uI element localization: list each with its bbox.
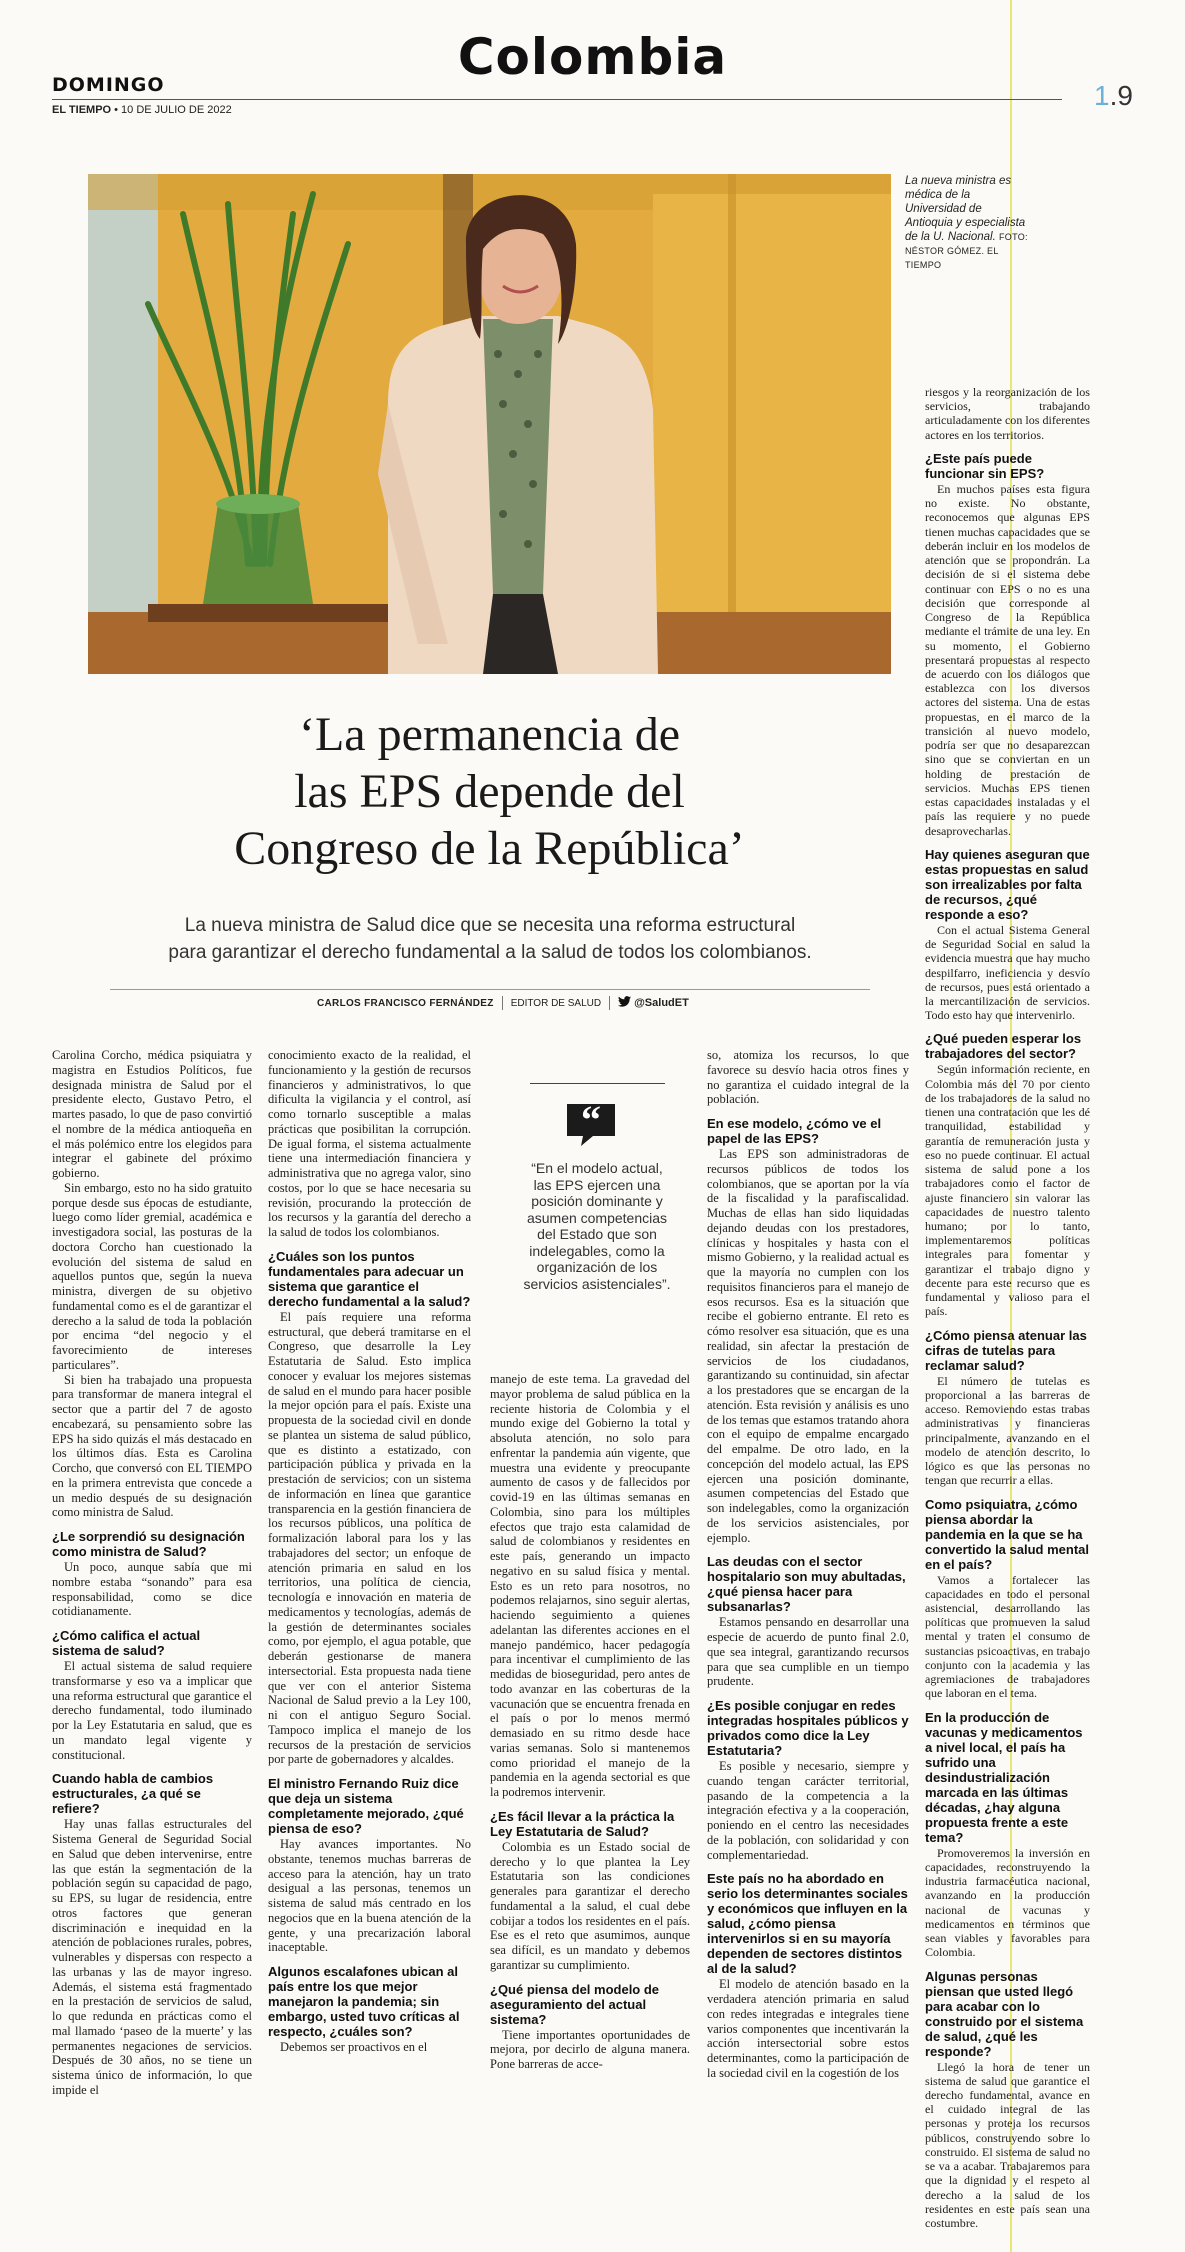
interview-answer: Hay avances importantes. No obstante, tenemos muchas barreras de acceso para la atención, hay un trato desigual a las personas, tenemos un sistema de salud más centrado en los negocios que en la buena atención de la gente, y una precarización laboral inaceptable. (268, 1837, 471, 1955)
headline-line-1: ‘La permanencia de (298, 708, 681, 761)
page-number-first: 1 (1094, 80, 1110, 111)
masthead-rule (52, 99, 1062, 100)
interview-answer: Tiene importantes oportunidades de mejora, por decirlo de alguna manera. Pone barreras de acce- (490, 2027, 690, 2071)
interview-question: ¿Qué piensa del modelo de aseguramiento del actual sistema? (490, 1981, 660, 2027)
page-number (1094, 80, 1133, 112)
pullquote-rule (530, 1083, 665, 1084)
minister-portrait-illustration (88, 174, 891, 674)
twitter-handle: @SaludET (634, 997, 689, 1009)
byline-separator (609, 996, 610, 1010)
interview-answer: En muchos países esta figura no existe. No obstante, reconocemos que algunas EPS tienen muchas capacidades que se deberán incluir en los modelos de atención que se propondrán. La decisión de si el sistema debe continuar con EPS o no es una decisión que corresponde al Congreso de la República mediante el trámite de una ley. En su momento, el Gobierno presentará propuestas al respecto de acuerdo con los diálogos que establezca con los diversos actores del sistema. Una de estas propuestas, en el marco de la transición al nuevo modelo, podría ser que no desaparezcan sino que se conviertan en un holding de prestación de servicios. Muchas EPS tienen estas capacidades instaladas y el país las requiere y no puede desaprovecharlas. (925, 481, 1090, 838)
photo-caption (905, 174, 1030, 272)
main-photo (88, 174, 891, 674)
day-label: DOMINGO (52, 74, 165, 96)
interview-answer: Debemos ser proactivos en el (280, 2040, 428, 2054)
paper-name: EL TIEMPO (52, 104, 112, 116)
column-3 (490, 1372, 690, 2072)
byline-separator (502, 996, 503, 1010)
article-deck (100, 912, 880, 966)
headline-line-3: Congreso de la República’ (234, 822, 745, 875)
interview-question: Las deudas con el sector hospitalario son muy abultadas, ¿qué piensa hacer para subsanarlas? (707, 1554, 906, 1615)
paragraph: Carolina Corcho, médica psiquiatra y magistra en Estudios Políticos, fue designada ministra de Salud por el presidente electo, Gustavo Petro, el martes pasado, lo que de paso convirtió el nombre de la médica antioqueña en el más polémico entre los elegidos para integrar el gabinete del próximo gobierno. (52, 1048, 252, 1180)
page-number-rest: .9 (1109, 80, 1133, 111)
article-headline (88, 706, 891, 877)
interview-answer: Colombia es un Estado social de derecho y lo que plantea la Ley Estatutaria son las condiciones generales para garantizar el derecho fundamental a la salud, el cual debe cobijar a todos los residentes en el país. Ese es el reto que asumimos, aunque sea difícil, es un mandato y debemos garantizar su cumplimiento. (490, 1839, 690, 1972)
paragraph: riesgos y la reorganización de los servicios, trabajando articuladamente con los diferentes actores en los territorios. (925, 385, 1090, 442)
paragraph: conocimiento exacto de la realidad, el funcionamiento y la gestión de recursos financieros y administrativos, lo que dificulta la vigilancia y el control, así como tornarlo susceptible a malas prácticas que posibilitan la corrupción. De igual forma, el sistema actualmente tiene una intermediación financiera y administrativa que no agrega valor, sino costos, por lo que se hace necesaria su revisión, procurando la protección de los recursos y la garantía del derecho a la salud de todos los colombianos. (268, 1048, 471, 1239)
column-4 (707, 1048, 909, 2081)
interview-question: ¿Cómo piensa atenuar las cifras de tutelas para reclamar salud? (925, 1327, 1087, 1373)
interview-answer: Promoveremos la inversión en capacidades, reconstruyendo la industria farmacéutica nacional, avanzando en la producción nacional de vacunas y medicamentos en términos que sean viables y favorables para Colombia. (925, 1845, 1090, 1960)
interview-answer: Un poco, aunque sabía que mi nombre estaba “sonando” para esa responsabilidad, como se dice cotidianamente. (52, 1560, 252, 1619)
paragraph: manejo de este tema. La gravedad del mayor problema de salud pública en la reciente historia de Colombia y el mundo exige del Gobierno la total y absoluta atención, no solo para enfrentar la pandemia aún vigente, que muestra una evidente y preocupante aumento de casos y de fallecidos por covid-19 en las últimas semanas en Colombia, sino para los múltiples efectos que trajo esta calamidad de salud de colombianos y residentes en este país, generando un impacto negativo en su salud física y mental. Esto es un reto para nosotros, no podemos relajarnos, sino seguir alertas, haciendo seguimiento a quienes adelantan las diferentes acciones en el manejo pandémico, hacer pedagogía para incentivar el cumplimiento de las medidas de bioseguridad, pero antes de todo avanzar en las coberturas de la vacunación que se encuentra frenada en el país o por lo menos mermó demasiado en su ritmo desde hace varias semanas. Solo si mantenemos como prioridad el manejo de la pandemia en la agenda sectorial es que la podremos intervenir. (490, 1372, 690, 1799)
interview-question: Cuando habla de cambios estructurales, ¿a qué se refiere? (52, 1771, 214, 1817)
column-2 (268, 1048, 471, 2055)
section-title: Colombia (457, 28, 728, 86)
interview-question: ¿Es posible conjugar en redes integradas hospitales públicos y privados como dice la Ley Estatutaria? (707, 1698, 909, 1758)
author-role: EDITOR DE SALUD (510, 998, 602, 1009)
interview-question: ¿Qué pueden esperar los trabajadores del sector? (925, 1031, 1082, 1062)
interview-answer: Vamos a fortalecer las capacidades en todo el personal asistencial, desarrollando las políticas que promueven la salud mental y traten el consumo de sustancias psicoactivas, en trabajo conjunto con la academia y las agremiaciones de trabajadores que laboran en el tema. (925, 1572, 1090, 1701)
caption-text: La nueva ministra es médica de la Universidad de Antioquia y especialista de la U. Nacional. (905, 175, 1026, 243)
interview-question: Algunos escalafones ubican al país entre los que mejor manejaron la pandemia; sin embargo, usted tuvo críticas al respecto, ¿cuáles son? (268, 1964, 460, 2039)
dateline (52, 104, 232, 116)
interview-question: El ministro Fernando Ruiz dice que deja un sistema completamente mejorado, ¿qué piensa de eso? (268, 1776, 464, 1836)
twitter-bird-icon (618, 996, 631, 1007)
interview-answer: Estamos pensando en desarrollar una especie de acuerdo de punto final 2.0, que sea integral, garantizando recursos para que sea cumplible en un tiempo prudente. (707, 1615, 909, 1689)
interview-question: ¿Es fácil llevar a la práctica la Ley Estatutaria de Salud? (490, 1808, 675, 1839)
svg-text:“: “ (581, 1100, 601, 1142)
column-1 (52, 1048, 252, 2098)
deck-line-2: para garantizar el derecho fundamental a la salud de todos los colombianos. (168, 942, 812, 963)
interview-answer: El país requiere una reforma estructural, que deberá tramitarse en el Congreso, que desarrolle la Ley Estatutaria de Salud. Esto implica conocer y evaluar los mejores sistemas de salud en el mundo para hacer posible la mejor opción para el país. Existe una propuesta de la sociedad civil en donde se plantea un sistema de salud público, que es distinto a estatizado, con participación pública y privada en la prestación de servicios; con un sistema de información en línea que garantice transparencia en la gestión financiera de los recursos públicos, una política de formalización laboral para los y las trabajadores del sector; un enfoque de atención primaria en salud en los territorios, una política de ciencia, tecnología e innovación en materia de medicamentos y tecnologías, además de la gestión de determinantes sociales como, por ejemplo, el agua potable, que deberán gestionarse de manera intersectorial. Esta propuesta nada tiene que ver con el anterior Sistema Nacional de Salud previo a la Ley 100, ni con el antiguo Seguro Social. Tampoco implica el manejo de los recursos de la prestación de servicios por parte de gobernadores y alcaldes. (268, 1309, 471, 1767)
pullquote-text: “En el modelo actual, las EPS ejercen una posición dominante y asumen competencias del Estado que son indelegables, como la organización de los servicios asistenciales”. (523, 1160, 671, 1292)
interview-question: ¿Le sorprendió su designación como ministra de Salud? (52, 1529, 245, 1559)
author-name: CARLOS FRANCISCO FERNÁNDEZ (317, 998, 494, 1009)
photo-credit: FOTO: NÉSTOR GÓMEZ. EL TIEMPO (905, 232, 1028, 270)
interview-question: Este país no ha abordado en serio los determinantes sociales y económicos que influyen en la salud, ¿cómo piensa intervenirlos si en su mayoría dependen de sectores distintos al de la salud? (707, 1871, 908, 1977)
interview-answer: El modelo de atención basado en la verdadera atención primaria en salud con redes integradas e integrales tiene varios componentes que incentivarán la acción intersectorial sobre estos determinantes, como la participación de la sociedad civil en la cogestión de los (707, 1977, 909, 2080)
byline-rule (110, 989, 870, 990)
interview-question: ¿Este país puede funcionar sin EPS? (925, 450, 1045, 481)
interview-question: Como psiquiatra, ¿cómo piensa abordar la pandemia en la que se ha convertido la salud mental en el país? (925, 1496, 1089, 1572)
column-5 (925, 385, 1090, 2230)
paragraph: Sin embargo, esto no ha sido gratuito porque desde sus épocas de estudiante, luego como líder gremial, académica e investigadora social, las posturas de la doctora Corcho han cuestionado la evolución del sistema de salud en aquellos puntos que, según la nueva ministra, divergen de su objetivo fundamental como es el de garantizar el derecho a la salud de toda la población por encima “del negocio y el favorecimiento de intereses particulares”. (52, 1180, 252, 1372)
paragraph: Si bien ha trabajado una propuesta para transformar de manera integral el sector que a partir del 7 de agosto encabezará, su pensamiento sobre las EPS ha sido quizás el más destacado en los últimos días. Esta es Carolina Corcho, que conversó con EL TIEMPO en la primera entrevista que concede a un medio después de su designación como ministra de Salud. (52, 1372, 252, 1520)
interview-question: ¿Cómo califica el actual sistema de salud? (52, 1628, 201, 1658)
interview-answer: Según información reciente, en Colombia más del 70 por ciento de los trabajadores de la salud no tienen una contratación que les dé tranquilidad, estabilidad y garantía de remuneración justa y eso no puede continuar. El actual sistema de salud pone a los trabajadores como el factor de ajuste financiero sin valorar las capacidades de nuestro talento humano; por lo tanto, implementaremos políticas integrales para fomentar y garantizar el trabajo digno y decente para este recurso que es fundamental y valioso para el país. (925, 1062, 1090, 1319)
deck-line-1: La nueva ministra de Salud dice que se necesita una reforma estructural (184, 915, 796, 936)
interview-answer: Hay unas fallas estructurales del Sistema General de Seguridad Social en Salud que deben intervenirse, entre las que están la segmentación de la población según su capacidad de pago, su EPS, su lugar de residencia, entre otros factores que generan discriminación e inequidad en la atención de poblaciones rurales, pobres, vulnerables y dispersas con respecto a las urbanas y las de mayor ingreso. Además, el sistema está fragmentado en la prestación de servicios de salud, lo que redunda en prácticas como el mal llamado ‘paseo de la muerte’ y las permanentes negaciones de servicios. Después de 30 años, no se tiene un sistema único de información, lo que impide el (52, 1817, 252, 2097)
quote-icon (563, 1100, 619, 1148)
interview-question: En ese modelo, ¿cómo ve el papel de las EPS? (707, 1116, 882, 1146)
interview-answer: Es posible y necesario, siempre y cuando tengan carácter territorial, pasando de la competencia a la integración efectiva y a la cooperación, poniendo en el centro las necesidades de la población, con solidaridad y con complementariedad. (707, 1759, 909, 1862)
paragraph: so, atomiza los recursos, lo que favorece su desvío hacia otros fines y no garantiza el cuidado integral de la población. (707, 1048, 909, 1107)
interview-question: En la producción de vacunas y medicamentos a nivel local, el país ha sufrido una desindustrialización marcada en las últimas décadas, ¿hay alguna propuesta frente a este tema? (925, 1709, 1083, 1845)
interview-answer: Las EPS son administradoras de recursos públicos de todos los colombianos, que se aportan por la vía de la fiscalidad y la parafiscalidad. Muchas de ellas han sido liquidadas dejando deudas con los prestadores, clínicas y hospitales y hasta con el mismo Gobierno, y la realidad actual es que la mayoría no cumplen con los requisitos financieros para el manejo de esos recursos. Esa es la situación que recibe el gobierno entrante. El reto es cómo resolver esa situación, que es una realidad, sin afectar la prestación de servicios de los ciudadanos, garantizando su continuidad, sin afectar a los prestadores que se encargan de la atención. Esta revisión y análisis es uno de los temas que estamos tratando ahora con el equipo de empalme encargado del empalme. De otro lado, en la concepción del modelo actual, las EPS ejercen una posición dominante, asumen competencias del Estado que son indelegables, como la organización de los servicios asistenciales, por ejemplo. (707, 1147, 909, 1545)
interview-answer: El actual sistema de salud requiere transformarse y eso va a implicar que una reforma estructural que garantice el derecho fundamental, todo iluminado por la Ley Estatutaria en salud, que es un mandato legal vigente y constitucional. (52, 1659, 252, 1762)
interview-answer: Llegó la hora de tener un sistema de salud que garantice el derecho fundamental, avance en el cuidado integral de las personas y proteja los recursos públicos, construyendo sobre lo construido. El sistema de salud no se va a acabar. Trabajaremos para que la dignidad y el respeto al derecho a la salud de los residentes en este país sean una costumbre. (925, 2059, 1090, 2231)
interview-question: ¿Cuáles son los puntos fundamentales para adecuar un sistema que garantice el derecho fundamental a la salud? (268, 1248, 471, 1309)
interview-question: Algunas personas piensan que usted llegó para acabar con lo construido por el sistema de salud, ¿qué les responde? (925, 1968, 1084, 2059)
interview-answer: Con el actual Sistema General de Seguridad Social en salud la evidencia muestra que hay mucho despilfarro, ineficiencia y desvío de recursos, pues está orientado a la mercantilización de servicios. Todo esto hay que intervenirlo. (925, 922, 1090, 1023)
headline-line-2: las EPS depende del (294, 765, 685, 818)
interview-question: Hay quienes aseguran que estas propuestas en salud son irrealizables por falta de recursos, ¿qué responde a eso? (925, 846, 1090, 922)
interview-answer: El número de tutelas es proporcional a las barreras de acceso. Removiendo estas trabas administrativas y financieras principalmente, avanzando en el modelo de atención descrito, lo lógico es que las personas no tengan que recurrir a ellas. (925, 1373, 1090, 1488)
issue-date: • 10 DE JULIO DE 2022 (111, 104, 232, 116)
